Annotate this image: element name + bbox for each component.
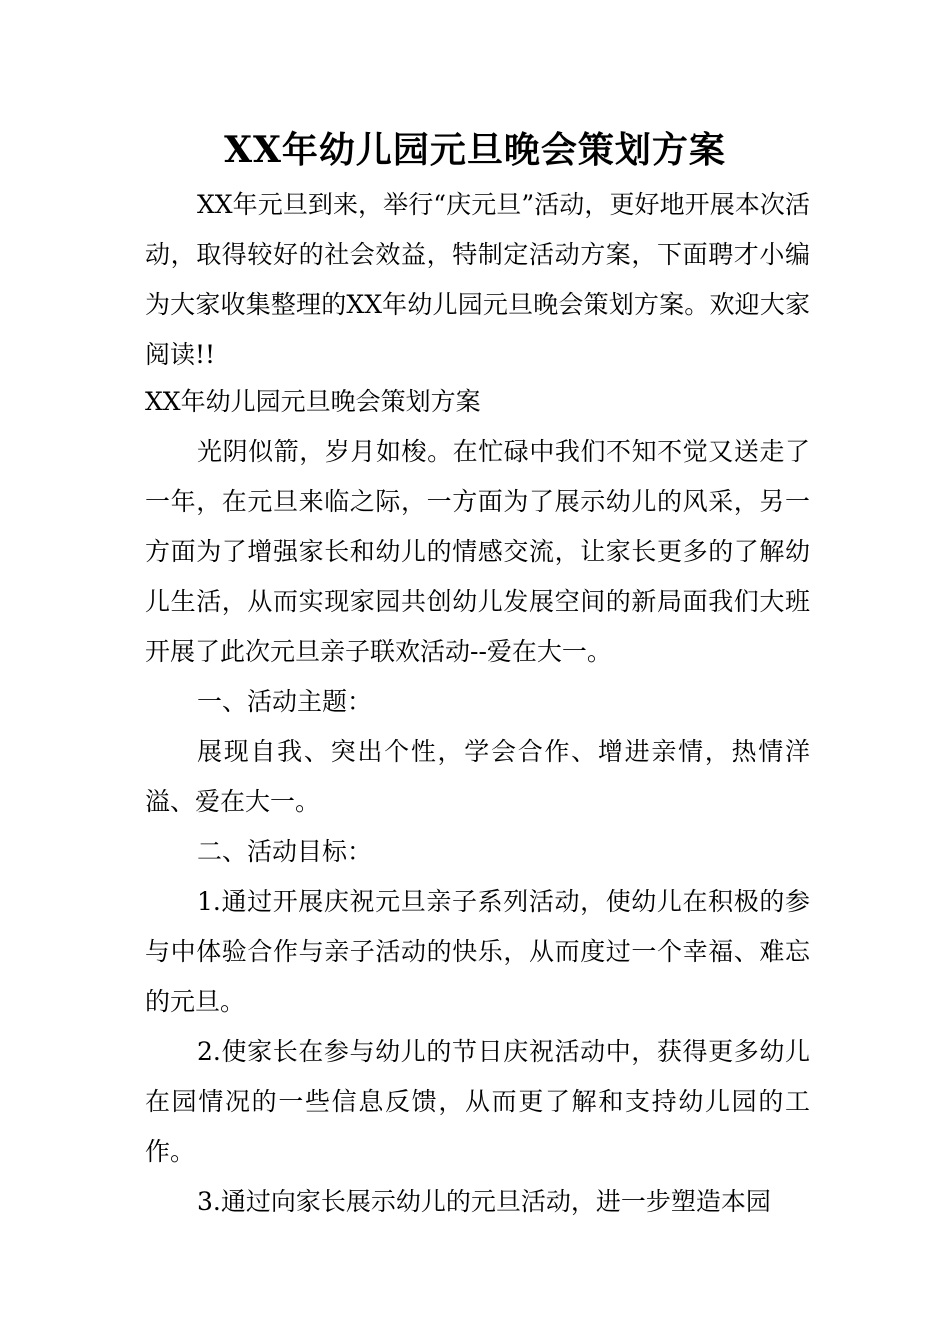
subtitle-paragraph: XX年幼儿园元旦晚会策划方案 bbox=[145, 387, 481, 416]
document-title: XX年幼儿园元旦晚会策划方案 bbox=[224, 129, 726, 171]
list-item: 2.使家长在参与幼儿的节日庆祝活动中，获得更多幼儿在园情况的一些信息反馈，从而更了解和支持幼儿园的工作。 bbox=[145, 1037, 810, 1166]
section-heading: 一、活动主题： bbox=[197, 687, 373, 716]
intro-paragraph: XX年元旦到来，举行“庆元旦”活动，更好地开展本次活动，取得较好的社会效益，特制定活动方案，下面聘才小编为大家收集整理的XX年幼儿园元旦晚会策划方案。欢迎大家阅读!! bbox=[145, 190, 810, 369]
list-item: 1.通过开展庆祝元旦亲子系列活动，使幼儿在积极的参与中体验合作与亲子活动的快乐，从而度过一个幸福、难忘的元旦。 bbox=[145, 887, 810, 1016]
body-paragraph: 展现自我、突出个性，学会合作、增进亲情，热情洋溢、爱在大一。 bbox=[145, 737, 810, 816]
section-heading: 二、活动目标： bbox=[197, 837, 373, 866]
list-item: 3.通过向家长展示幼儿的元旦活动，进一步塑造本园 bbox=[197, 1187, 771, 1216]
body-paragraph: 光阴似箭，岁月如梭。在忙碌中我们不知不觉又送走了一年，在元旦来临之际，一方面为了展示幼儿的风采，另一方面为了增强家长和幼儿的情感交流，让家长更多的了解幼儿生活，从而实现家园共创幼儿发展空间的新局面我们大班开展了此次元旦亲子联欢活动--爱在大一。 bbox=[145, 437, 810, 666]
